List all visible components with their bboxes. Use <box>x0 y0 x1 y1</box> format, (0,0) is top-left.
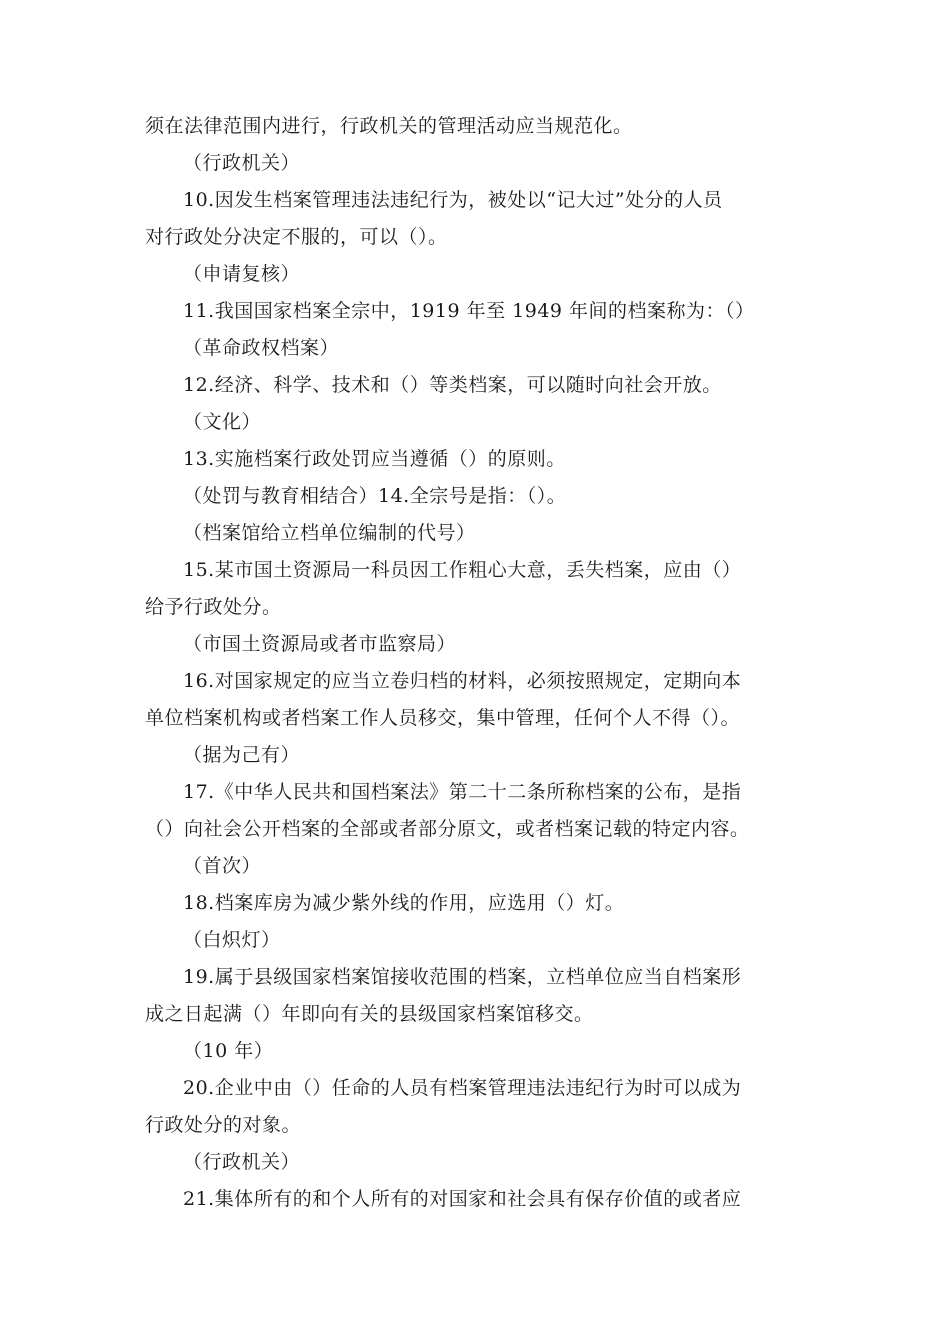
text-line: （）向社会公开档案的全部或者部分原文，或者档案记载的特定内容。 <box>145 818 750 840</box>
text-line: 对行政处分决定不服的，可以（）。 <box>145 226 448 248</box>
text-line: 13.实施档案行政处罚应当遵循（）的原则。 <box>183 448 566 470</box>
text-line: （行政机关） <box>183 152 301 174</box>
text-line: 17.《中华人民共和国档案法》第二十二条所称档案的公布，是指 <box>183 781 742 803</box>
text-line: （10 年） <box>183 1040 274 1062</box>
text-line: （革命政权档案） <box>183 337 340 359</box>
text-line: 19.属于县级国家档案馆接收范围的档案，立档单位应当自档案形 <box>183 966 742 988</box>
text-line: （申请复核） <box>183 263 301 285</box>
text-line: （市国土资源局或者市监察局） <box>183 633 457 655</box>
text-line: 16.对国家规定的应当立卷归档的材料，必须按照规定，定期向本 <box>183 670 742 692</box>
document-body <box>145 108 825 1218</box>
text-line: （文化） <box>183 411 262 433</box>
text-line: 行政处分的对象。 <box>145 1114 302 1136</box>
text-line: 须在法律范围内进行，行政机关的管理活动应当规范化。 <box>145 115 633 137</box>
text-line: 12.经济、科学、技术和（）等类档案，可以随时向社会开放。 <box>183 374 722 396</box>
text-line: （据为己有） <box>183 744 301 766</box>
text-line: （首次） <box>183 855 262 877</box>
text-line: 11.我国国家档案全宗中，1919 年至 1949 年间的档案称为：（） <box>183 300 755 322</box>
text-line: （处罚与教育相结合）14.全宗号是指：（）。 <box>183 485 567 507</box>
text-line: 18.档案库房为减少紫外线的作用，应选用（）灯。 <box>183 892 625 914</box>
text-line: （行政机关） <box>183 1151 301 1173</box>
text-line: （档案馆给立档单位编制的代号） <box>183 522 476 544</box>
text-line: 10.因发生档案管理违法违纪行为，被处以“记大过”处分的人员 <box>183 189 723 211</box>
text-line: （白炽灯） <box>183 929 281 951</box>
text-line: 20.企业中由（）任命的人员有档案管理违法违纪行为时可以成为 <box>183 1077 742 1099</box>
text-line: 21.集体所有的和个人所有的对国家和社会具有保存价值的或者应 <box>183 1188 742 1210</box>
text-line: 给予行政处分。 <box>145 596 282 618</box>
text-line: 单位档案机构或者档案工作人员移交，集中管理，任何个人不得（）。 <box>145 707 741 729</box>
text-line: 15.某市国土资源局一科员因工作粗心大意，丢失档案，应由（） <box>183 559 742 581</box>
text-line: 成之日起满（）年即向有关的县级国家档案馆移交。 <box>145 1003 594 1025</box>
